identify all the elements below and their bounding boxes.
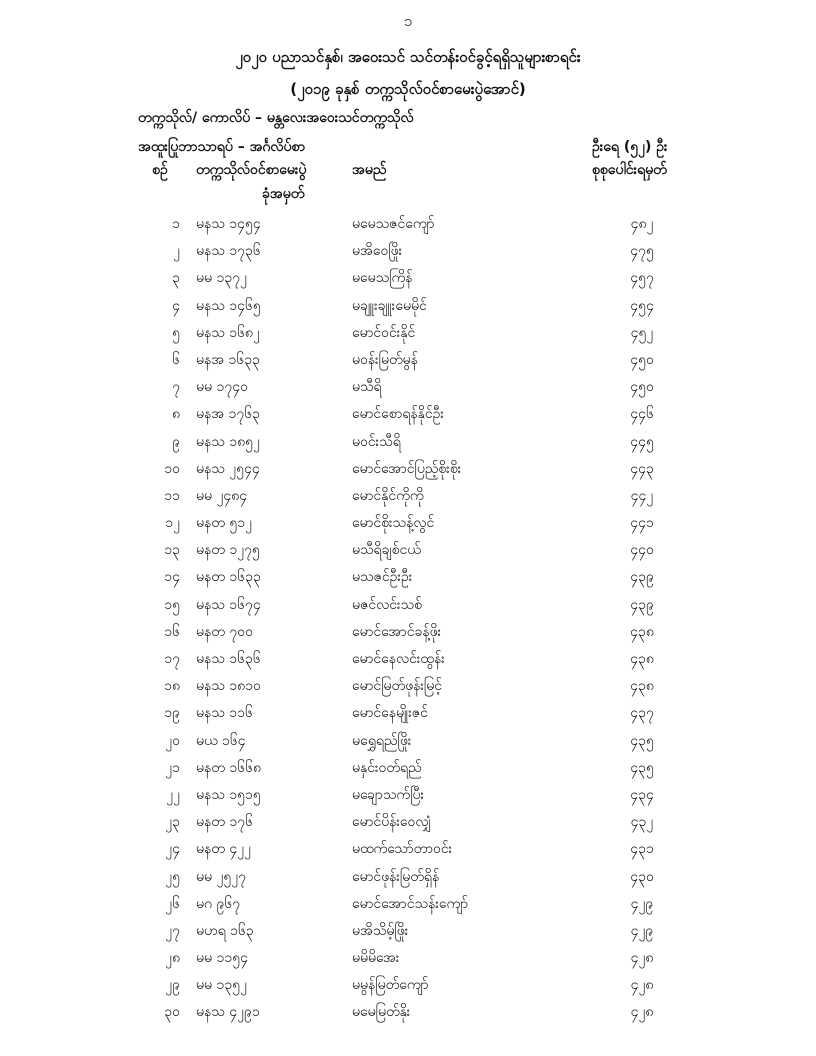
roll-number: မနတ ၅၁၂	[196, 515, 252, 532]
roll-number: မနတ ၁၇၆	[196, 814, 253, 831]
total-marks: ၄၄၆	[630, 406, 654, 423]
total-marks: ၄၃၇	[630, 705, 654, 722]
total-marks: ၄၃၅	[630, 732, 654, 749]
row-number: ၂၆	[165, 895, 180, 912]
student-name: မမွန်မြတ်ကျော်	[352, 977, 429, 994]
table-row	[0, 455, 816, 482]
table-row	[0, 428, 816, 455]
table-row	[0, 754, 816, 781]
student-name: မောင်ဖုန်းမြတ်ရှိန်	[352, 868, 440, 885]
table-row	[0, 400, 816, 427]
roll-number: မနသ ၁၆၇၄	[196, 596, 261, 613]
roll-number: မနတ ၄၂၂	[196, 841, 251, 858]
row-number: ၁၄	[164, 569, 180, 586]
row-number: ၂၃	[165, 814, 180, 831]
total-marks: ၄၃၂	[630, 814, 654, 831]
roll-number: မနအ ၁၆၃၃	[196, 351, 261, 368]
total-marks: ၄၃၈	[630, 623, 654, 640]
row-number: ၅	[172, 324, 180, 341]
results-table	[0, 210, 816, 1026]
table-row	[0, 645, 816, 672]
roll-number: မနသ ၁၈၅၂	[196, 433, 260, 450]
total-marks: ၄၄၂	[630, 487, 654, 504]
student-name: မအိသိမ့်ဖြိုး	[352, 922, 409, 939]
table-row	[0, 618, 816, 645]
student-name: မနှင်းဝတ်ရည်	[352, 759, 422, 776]
student-name: မောင်စိုးသန့်လွင်	[352, 515, 435, 532]
student-name: မမေသဇင်ကျော်	[352, 216, 435, 232]
row-number: ၁၂	[165, 515, 180, 532]
row-number: ၁၇	[164, 651, 180, 667]
roll-number: မနတ ၇၀၀	[196, 623, 253, 640]
document-subtitle: (၂၀၁၉ ခုနှစ် တက္ကသိုလ်ဝင်စာမေးပွဲအောင်)	[290, 80, 526, 98]
roll-number: မနသ ၁၄၆၅	[196, 297, 261, 314]
row-number: ၆	[172, 351, 180, 368]
total-marks: ၄၂၈	[630, 1004, 654, 1021]
student-name: မဝန်းမြတ်မွန်	[352, 351, 418, 368]
student-name: မချောသက်ပြီး	[352, 786, 425, 803]
roll-number: မဂ ၉၆၇	[196, 895, 241, 912]
row-number: ၂၇	[165, 922, 180, 939]
total-marks: ၄၃၈	[630, 678, 654, 695]
document-title: ၂၀၂၀ ပညာသင်နှစ်၊ အဝေးသင် သင်တန်းဝင်ခွင့်ရရှိသူများစာရင်း	[235, 48, 581, 66]
count-line: ဦးရေ (၅၂) ဦး	[592, 139, 668, 155]
row-number: ၁	[172, 216, 180, 232]
student-name: မောင်နေလင်းထွန်း	[352, 651, 445, 667]
roll-number: မမ ၂၄၈၄	[196, 487, 248, 504]
row-number: ၂၂	[166, 786, 180, 803]
total-marks: ၄၅၂	[630, 324, 654, 341]
table-row	[0, 509, 816, 536]
total-marks: ၄၃၉	[630, 596, 654, 613]
roll-number: မနအ ၁၇၆၃	[196, 406, 261, 423]
total-marks: ၄၄၅	[630, 433, 654, 450]
row-number: ၁၅	[164, 596, 180, 613]
total-marks: ၄၃၉	[630, 569, 654, 586]
table-row	[0, 863, 816, 890]
row-number: ၁၉	[164, 705, 180, 722]
roll-number: မမ ၂၅၂၇	[196, 868, 246, 885]
roll-number: မနတ ၁၆၃၃	[196, 569, 261, 586]
roll-number: မယ ၁၆၄	[196, 732, 246, 749]
table-row	[0, 944, 816, 971]
table-row	[0, 210, 816, 237]
roll-number: မမ ၁၁၅၄	[196, 950, 248, 967]
total-marks: ၄၃၄	[630, 786, 654, 803]
roll-number: မမ ၁၃၅၂	[196, 977, 247, 994]
table-row	[0, 237, 816, 264]
total-marks: ၄၂၉	[630, 922, 654, 939]
student-name: မအိဝေဖြိုး	[352, 243, 403, 260]
total-marks: ၄၅၀	[630, 351, 654, 368]
table-row	[0, 264, 816, 291]
header-roll: တက္ကသိုလ်ဝင်စာမေးပွဲ	[196, 162, 307, 178]
total-marks: ၄၃၁	[630, 841, 654, 858]
total-marks: ၄၃၀	[630, 868, 654, 885]
page-number: ၁	[403, 12, 413, 30]
table-row	[0, 292, 816, 319]
roll-number: မနသ ၁၅၁၅	[196, 786, 261, 803]
table-row	[0, 699, 816, 726]
student-name: မမိမိအေး	[352, 950, 400, 967]
table-row	[0, 346, 816, 373]
student-name: မချူးချူးမေမိုင်	[352, 297, 427, 314]
student-name: မောင်စောရန်နိုင်ဦး	[352, 406, 444, 423]
table-row	[0, 971, 816, 998]
header-name: အမည်	[352, 162, 387, 178]
roll-number: မနသ ၁၆၈၂	[196, 324, 260, 341]
table-row	[0, 319, 816, 346]
row-number: ၂	[173, 243, 180, 260]
total-marks: ၄၅၀	[630, 379, 654, 396]
row-number: ၂၄	[165, 841, 180, 858]
row-number: ၇	[172, 379, 180, 396]
header-marks: စုစုပေါင်းရမှတ်	[592, 162, 667, 178]
roll-number: မနသ ၂၅၄၄	[196, 460, 260, 477]
total-marks: ၄၈၂	[630, 216, 654, 232]
student-name: မောင်မြတ်ဖုန်းမြင့်	[352, 678, 443, 695]
roll-number: မနသ ၄၂၉၁	[196, 1004, 260, 1021]
row-number: ၂၁	[165, 759, 180, 776]
row-number: ၂၉	[165, 977, 180, 994]
student-name: မမေမြတ်နိုး	[352, 1004, 411, 1021]
table-row	[0, 482, 816, 509]
roll-number: မနသ ၁၄၅၄	[196, 216, 261, 232]
table-row	[0, 591, 816, 618]
row-number: ၃	[172, 270, 180, 287]
subject-line: အထူးပြုဘာသာရပ် – အင်္ဂလိပ်စာ	[138, 139, 306, 155]
table-row	[0, 890, 816, 917]
total-marks: ၄၅၄	[630, 297, 654, 314]
total-marks: ၄၃၅	[630, 759, 654, 776]
student-name: မောင်ဝင်းနိုင်	[352, 324, 416, 341]
total-marks: ၄၃၈	[630, 651, 654, 667]
student-name: မရွှေရည်ဖြိုး	[352, 732, 412, 749]
roll-number: မနသ ၁၆၃၆	[196, 651, 261, 667]
row-number: ၄	[172, 297, 180, 314]
header-roll-line2: ခုံအမှတ်	[262, 186, 305, 202]
student-name: မောင်နိုင်ကိုကို	[352, 487, 424, 504]
roll-number: မနသ ၁၁၆	[196, 705, 253, 722]
row-number: ၈	[172, 406, 180, 423]
row-number: ၂၅	[165, 868, 180, 885]
total-marks: ၄၇၅	[630, 243, 654, 260]
student-name: မဝင်းသီရိ	[352, 433, 401, 450]
total-marks: ၄၄၀	[630, 542, 654, 559]
row-number: ၃၀	[164, 1004, 180, 1021]
total-marks: ၄၄၁	[630, 515, 654, 532]
row-number: ၉	[172, 433, 180, 450]
row-number: ၁၈	[164, 678, 180, 695]
student-name: မမေသကြိန်	[352, 270, 413, 287]
total-marks: ၄၂၈	[630, 977, 654, 994]
table-row	[0, 727, 816, 754]
table-row	[0, 672, 816, 699]
total-marks: ၄၅၇	[630, 270, 654, 287]
row-number: ၁၃	[164, 542, 180, 559]
roll-number: မဟရ ၁၆၃	[196, 922, 254, 939]
roll-number: မနတ ၁၂၇၅	[196, 542, 260, 559]
student-name: မသဇင်ဦးဦး	[352, 569, 413, 586]
row-number: ၂၈	[165, 950, 180, 967]
table-row	[0, 998, 816, 1025]
student-name: မောင်နေမျိုးဇင်	[352, 705, 428, 722]
row-number: ၁၀	[164, 460, 180, 477]
roll-number: မနသ ၁၈၁၀	[196, 678, 261, 695]
header-no: စဉ်	[152, 162, 168, 178]
student-name: မောင်အောင်ပြည့်စိုးစိုး	[352, 460, 462, 477]
student-name: မသီရိ	[352, 379, 382, 396]
student-name: မောင်အောင်ခန့်ဖိုး	[352, 623, 442, 640]
roll-number: မနသ ၁၇၃၆	[196, 243, 261, 260]
table-row	[0, 536, 816, 563]
roll-number: မနတ ၁၆၆၈	[196, 759, 261, 776]
table-row	[0, 917, 816, 944]
table-row	[0, 808, 816, 835]
total-marks: ၄၂၈	[630, 950, 654, 967]
table-row	[0, 563, 816, 590]
student-name: မဇင်လင်းသစ်	[352, 596, 422, 613]
student-name: မောင်ပိန်းဝေလျှံ	[352, 814, 432, 831]
table-row	[0, 835, 816, 862]
roll-number: မမ ၁၇၄၀	[196, 379, 248, 396]
row-number: ၁၆	[164, 623, 180, 640]
student-name: မထက်သော်တာဝင်း	[352, 841, 453, 858]
row-number: ၂၀	[165, 732, 180, 749]
table-row	[0, 781, 816, 808]
row-number: ၁၁	[164, 487, 180, 504]
total-marks: ၄၂၉	[630, 895, 654, 912]
student-name: မောင်အောင်သန်းကျော်	[352, 895, 469, 912]
total-marks: ၄၄၃	[630, 460, 654, 477]
roll-number: မမ ၁၃၇၂	[196, 270, 247, 287]
university-line: တက္ကသိုလ်/ ကောလိပ် – မန္တလေးအဝေးသင်တက္ကသိုလ်	[138, 110, 414, 126]
student-name: မသီရိချစ်ငယ်	[352, 542, 421, 559]
table-row	[0, 373, 816, 400]
